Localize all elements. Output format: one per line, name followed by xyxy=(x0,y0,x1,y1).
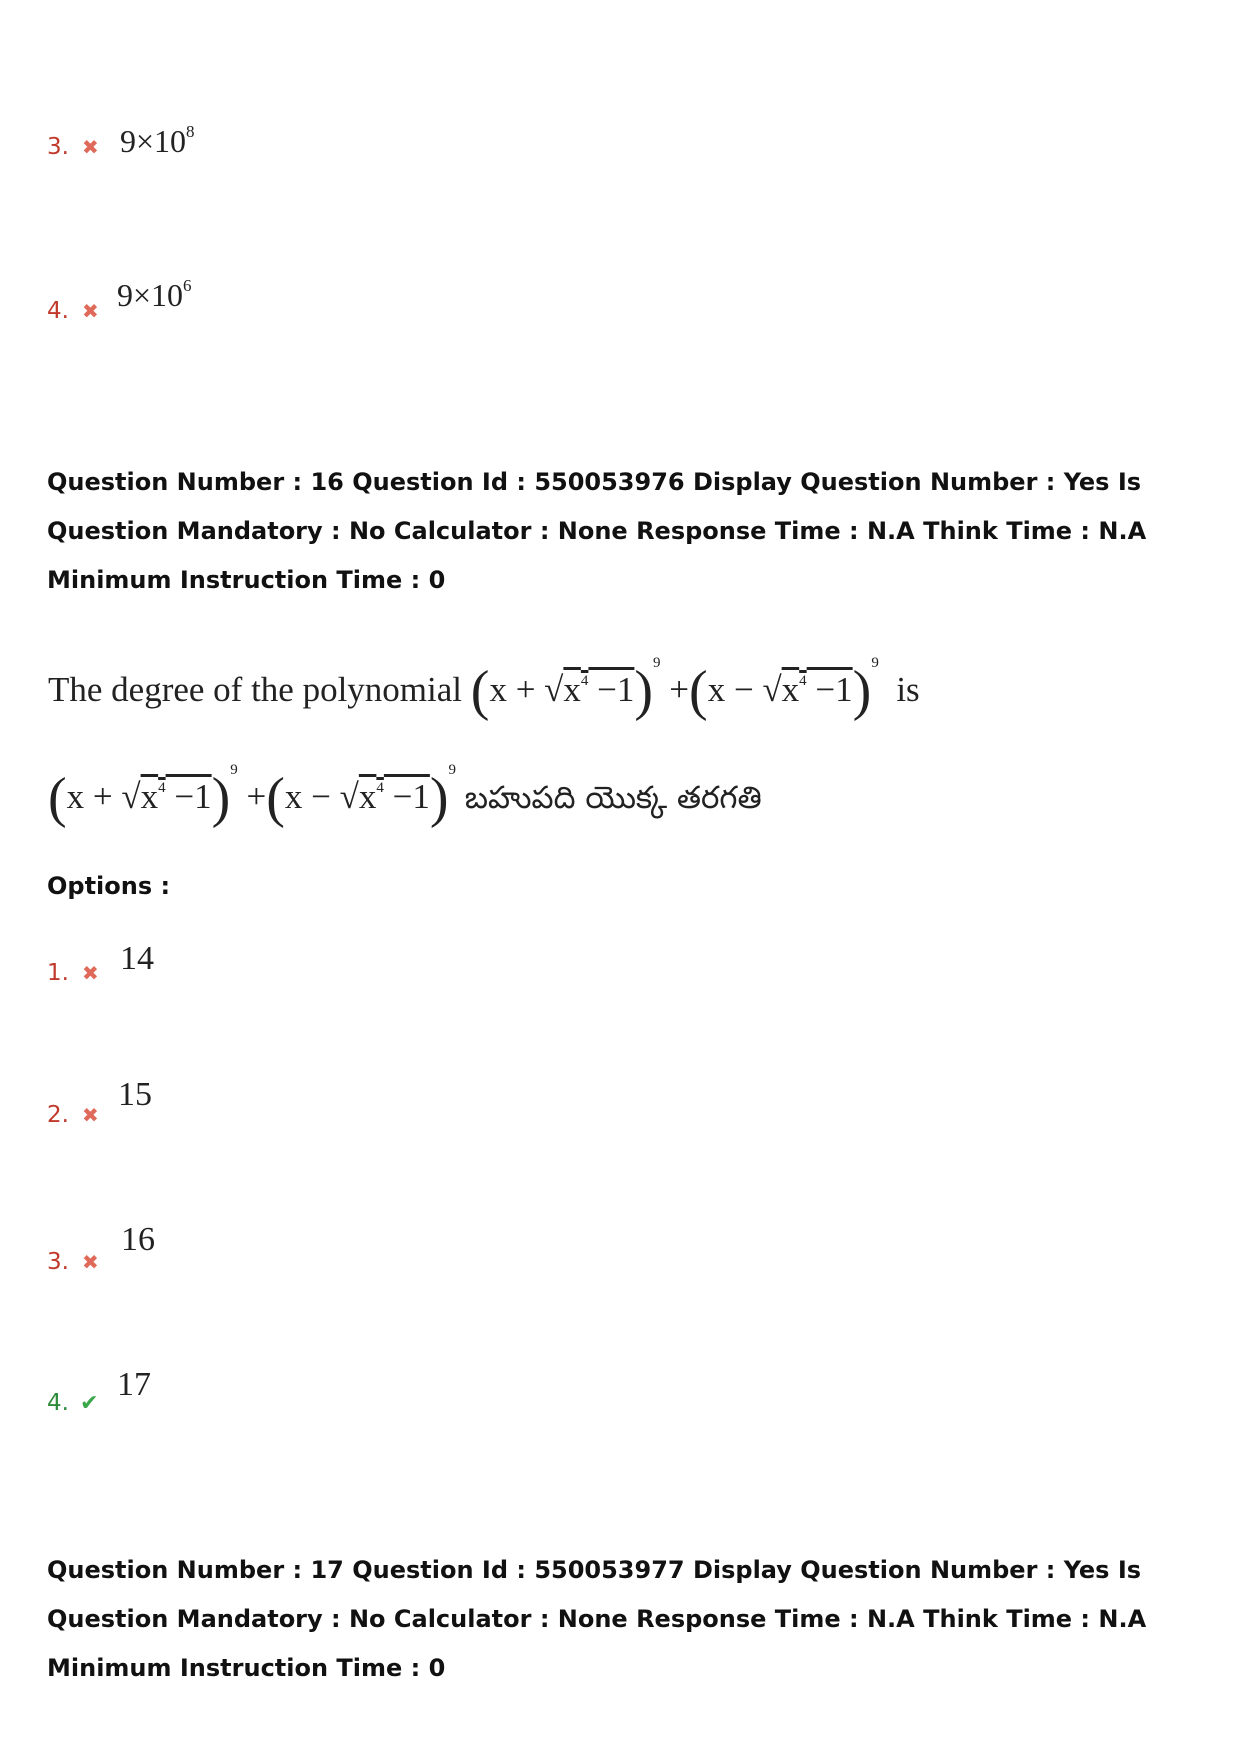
option-4 xyxy=(47,1390,98,1416)
expr-outer-exponent: 9 xyxy=(230,762,238,778)
wrong-mark-icon: ✖ xyxy=(82,299,99,323)
expr-minus-one: −1 xyxy=(165,777,212,816)
question-text: The degree of the polynomial xyxy=(48,670,463,709)
option-2-value: 15 xyxy=(118,1076,152,1113)
option-number: 3. xyxy=(47,134,69,160)
wrong-mark-icon: ✖ xyxy=(82,961,99,985)
option-1-value: 14 xyxy=(120,940,154,977)
question-text-telugu: బహుపది యొక్క తరగతి xyxy=(464,780,762,816)
paren-open: ( xyxy=(266,767,285,829)
expr-term: x + √ xyxy=(66,777,141,816)
option-2 xyxy=(47,1102,99,1128)
option-number: 2. xyxy=(47,1102,69,1128)
prev-option-3 xyxy=(47,134,99,160)
option-3 xyxy=(47,1249,99,1275)
expr-inner-exponent: 4 xyxy=(376,780,384,796)
option-value-exponent: 6 xyxy=(183,276,192,295)
expr-x: x xyxy=(781,670,800,709)
prev-option-4-value xyxy=(117,276,192,314)
paren-close: ) xyxy=(429,767,449,829)
expr-minus-one: −1 xyxy=(383,777,430,816)
option-1 xyxy=(47,960,99,986)
options-label: Options : xyxy=(47,872,171,900)
option-value-base: 9×10 xyxy=(120,123,187,159)
option-number: 1. xyxy=(47,960,69,986)
expr-term: x − √ xyxy=(284,777,359,816)
expr-inner-exponent: 4 xyxy=(158,780,166,796)
expr-inner-exponent: 4 xyxy=(580,673,589,689)
option-number: 3. xyxy=(47,1249,69,1275)
option-value-exponent: 8 xyxy=(186,122,195,141)
question-17-meta: Question Number : 17 Question Id : 550053977 Display Question Number : Yes Is Question Mandatory : No Calculator : None Response Time : N.A Think Time : N.A Minimum Instruction Time : 0 xyxy=(47,1556,1147,1682)
option-number: 4. xyxy=(47,1390,69,1416)
wrong-mark-icon: ✖ xyxy=(82,1103,99,1127)
paren-open: ( xyxy=(470,660,490,722)
expr-minus-one: −1 xyxy=(588,670,635,709)
question-16-text-english xyxy=(48,655,920,723)
option-value-base: 9×10 xyxy=(117,277,184,313)
prev-option-4 xyxy=(47,298,99,324)
option-4-value: 17 xyxy=(117,1366,151,1403)
expr-x: x xyxy=(563,670,581,709)
expr-plus: + xyxy=(246,777,267,816)
expr-minus-one: −1 xyxy=(806,670,853,709)
expr-outer-exponent: 9 xyxy=(448,762,457,778)
paren-close: ) xyxy=(634,660,654,722)
question-16-text-telugu xyxy=(48,762,762,830)
expr-outer-exponent: 9 xyxy=(653,655,661,671)
expr-outer-exponent: 9 xyxy=(871,655,879,671)
prev-option-3-value xyxy=(120,122,195,160)
expr-x: x xyxy=(358,777,377,816)
paren-open: ( xyxy=(48,767,67,829)
expr-x: x xyxy=(140,777,159,816)
question-16-meta: Question Number : 16 Question Id : 550053976 Display Question Number : Yes Is Question Mandatory : No Calculator : None Response Time : N.A Think Time : N.A Minimum Instruction Time : 0 xyxy=(47,468,1147,594)
option-number: 4. xyxy=(47,298,69,324)
expr-term: x + √ xyxy=(489,670,564,709)
paren-close: ) xyxy=(211,767,231,829)
expr-term: x − √ xyxy=(707,670,782,709)
expr-plus: + xyxy=(669,670,690,709)
wrong-mark-icon: ✖ xyxy=(82,1250,99,1274)
paren-close: ) xyxy=(852,660,872,722)
expr-inner-exponent: 4 xyxy=(799,673,807,689)
correct-check-icon: ✔ xyxy=(80,1391,99,1416)
question-text-is: is xyxy=(896,670,920,709)
wrong-mark-icon: ✖ xyxy=(82,135,99,159)
paren-open: ( xyxy=(689,660,708,722)
option-3-value: 16 xyxy=(121,1221,155,1258)
